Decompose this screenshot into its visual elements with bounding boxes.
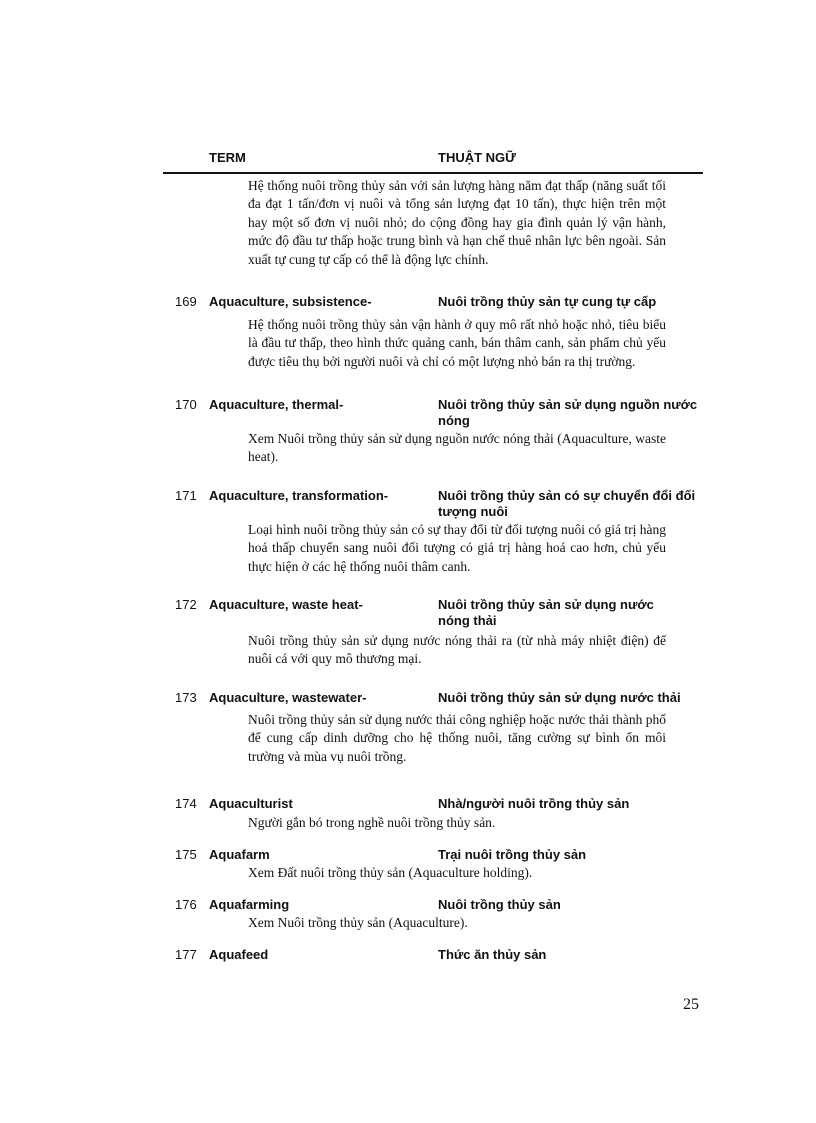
entry-description: Nuôi trồng thủy sản sử dụng nước thải công nghiệp hoặc nước thải thành phố để cung cấp dinh dưỡng cho hệ thống nuôi, tăng cường sự bình ổn môi trường và mùa vụ nuôi trồng.: [248, 712, 666, 764]
header-viet-label: THUẬT NGỮ: [438, 150, 516, 165]
entry-term: Aquaculture, thermal-: [209, 397, 344, 412]
entry-translation: Nuôi trồng thủy sản sử dụng nguồn nước nóng: [438, 397, 698, 428]
entry-term: Aquaculture, wastewater-: [209, 690, 367, 705]
entry-description: Hệ thống nuôi trồng thủy sản vận hành ở quy mô rất nhỏ hoặc nhỏ, tiêu biểu là đầu tư thấp, theo hình thức quảng canh, bán thâm canh, sản phẩm chủ yếu được tiêu thụ bởi người nuôi và chỉ có một lượng nhỏ bán ra thị trường.: [248, 317, 666, 369]
entry-term: Aquaculturist: [209, 796, 293, 811]
entry-term: Aquafarm: [209, 847, 270, 862]
entry-description: Nuôi trồng thủy sản sử dụng nước nóng thải ra (từ nhà máy nhiệt điện) để nuôi cá với quy mô thương mại.: [248, 633, 666, 667]
entry-term: Aquafarming: [209, 897, 290, 912]
entry-translation: Nuôi trồng thủy sản tự cung tự cấp: [438, 294, 657, 309]
entry-number: 173: [175, 690, 197, 705]
entry-number: 174: [175, 796, 197, 811]
entry-translation: Nuôi trồng thủy sản sử dụng nước nóng thải: [438, 597, 654, 628]
entry-number: 176: [175, 897, 197, 912]
entry-translation: Trại nuôi trồng thủy sản: [438, 847, 587, 862]
entry-description: Xem Nuôi trồng thủy sản sử dụng nguồn nước nóng thải (Aquaculture, waste heat).: [248, 431, 666, 465]
entry-number: 171: [175, 488, 197, 503]
entry-term: Aquaculture, subsistence-: [209, 294, 372, 309]
entry-number: 175: [175, 847, 197, 862]
header-rule: [163, 172, 703, 174]
entry-number: 169: [175, 294, 197, 309]
page-number: 25: [683, 996, 699, 1013]
header-term-label: TERM: [209, 150, 246, 165]
entry-number: 170: [175, 397, 197, 412]
entry-term: Aquaculture, waste heat-: [209, 597, 363, 612]
entry-translation: Nuôi trồng thủy sản có sự chuyển đổi đối tượng nuôi: [438, 488, 696, 519]
entry-description: Xem Nuôi trồng thủy sản (Aquaculture).: [248, 915, 468, 930]
entry-number: 177: [175, 947, 197, 962]
entry-translation: Nuôi trồng thủy sản: [438, 897, 561, 912]
entry-translation: Nhà/người nuôi trồng thủy sản: [438, 796, 630, 811]
entry-number: 172: [175, 597, 197, 612]
entry-term: Aquafeed: [209, 947, 269, 962]
entry-translation: Nuôi trồng thủy sản sử dụng nước thải: [438, 690, 681, 705]
continuation-paragraph: Hệ thống nuôi trồng thủy sản với sản lượng hàng năm đạt thấp (năng suất tối đa đạt 1 tấn/đơn vị nuôi và tổng sản lượng đạt 10 tấn), thực hiện trên một hay một số đơn vị nuôi nhỏ; do cộng đồng hay gia đình quản lý vận hành, mức độ đầu tư thấp hoặc trung bình và hạn chế thuê nhân lực bên ngoài. Sản xuất tự cung tự cấp có thể là động lực chính.: [248, 178, 666, 267]
entry-translation: Thức ăn thủy sản: [438, 947, 547, 962]
entry-description: Loại hình nuôi trồng thủy sản có sự thay đổi từ đối tượng nuôi có giá trị hàng hoá thấp chuyển sang nuôi đối tượng có giá trị hàng hoá cao hơn, chủ yếu thực hiện ở các hệ thống nuôi thâm canh.: [248, 522, 666, 574]
entry-description: Người gắn bó trong nghề nuôi trồng thủy sản.: [248, 815, 496, 830]
entry-description: Xem Đất nuôi trồng thủy sản (Aquaculture holding).: [248, 865, 533, 880]
entry-term: Aquaculture, transformation-: [209, 488, 389, 503]
